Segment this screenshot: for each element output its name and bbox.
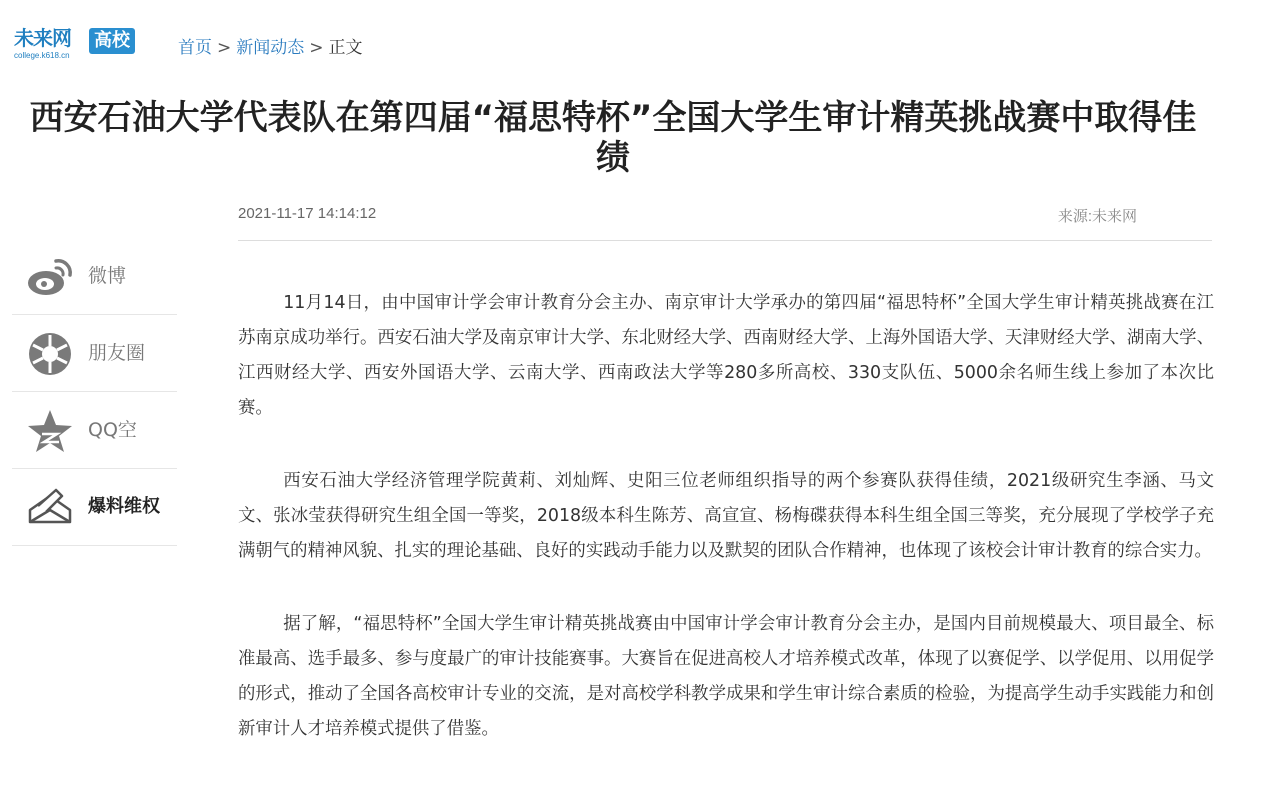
breadcrumb-separator: > <box>217 38 232 58</box>
site-logo[interactable] <box>14 26 148 64</box>
share-qzone-button[interactable] <box>12 392 177 469</box>
wechat-moments-icon <box>26 332 74 376</box>
breadcrumb-section-link[interactable]: 新闻动态 <box>236 38 305 58</box>
share-report-button[interactable] <box>12 469 177 546</box>
share-weibo-button[interactable] <box>12 238 177 315</box>
article-meta <box>238 202 1212 241</box>
logo-badge: 高校 <box>89 28 135 54</box>
article-body <box>238 286 1214 785</box>
breadcrumb-home-link[interactable]: 首页 <box>178 38 212 58</box>
qzone-star-icon <box>26 409 74 453</box>
breadcrumb-separator: > <box>309 38 324 58</box>
article-paragraph: 11月14日，由中国审计学会审计教育分会主办、南京审计大学承办的第四届“福思特杯”全国大学生审计精英挑战赛在江苏南京成功举行。西安石油大学及南京审计大学、东北财经大学、西南财经大学、上海外国语大学、天津财经大学、湖南大学、江西财经大学、西安外国语大学、云南大学、西南政法大学等280多所高校、330支队伍、5000余名师生线上参加了本次比赛。 <box>238 293 1214 418</box>
publish-date: 2021-11-17 14:14:12 <box>238 205 377 222</box>
share-qzone-label: QQ空 <box>88 419 137 441</box>
share-weibo-label: 微博 <box>88 265 127 287</box>
article-paragraph: 据了解，“福思特杯”全国大学生审计精英挑战赛由中国审计学会审计教育分会主办，是国内目前规模最大、项目最全、标准最高、选手最多、参与度最广的审计技能赛事。大赛旨在促进高校人才培养模式改革，体现了以赛促学、以学促用、以用促学的形式，推动了全国各高校审计专业的交流，是对高校学科教学成果和学生审计综合素质的检验，为提高学生动手实践能力和创新审计人才培养模式提供了借鉴。 <box>238 614 1214 739</box>
logo-domain: college.k618.cn <box>14 51 70 60</box>
article-title: 西安石油大学代表队在第四届“福思特杯”全国大学生审计精英挑战赛中取得佳绩 <box>29 98 1197 178</box>
breadcrumb <box>178 36 363 60</box>
breadcrumb-current: 正文 <box>328 38 363 58</box>
share-moments-button[interactable] <box>12 315 177 392</box>
logo-name: 未来网 <box>14 26 71 50</box>
article-paragraph: 西安石油大学经济管理学院黄莉、刘灿辉、史阳三位老师组织指导的两个参赛队获得佳绩，2021级研究生李涵、马文文、张冰莹获得研究生组全国一等奖，2018级本科生陈芳、高宣宣、杨梅碟获得本科生组全国三等奖，充分展现了学校学子充满朝气的精神风貌、扎实的理论基础、良好的实践动手能力以及默契的团队合作精神，也体现了该校会计审计教育的综合实力。 <box>238 471 1214 561</box>
share-report-label: 爆料维权 <box>88 496 160 517</box>
share-moments-label: 朋友圈 <box>88 342 146 364</box>
share-sidebar <box>12 238 177 546</box>
weibo-icon <box>26 255 74 299</box>
article-source: 来源:未来网 <box>1057 208 1137 225</box>
report-envelope-icon <box>26 486 74 530</box>
